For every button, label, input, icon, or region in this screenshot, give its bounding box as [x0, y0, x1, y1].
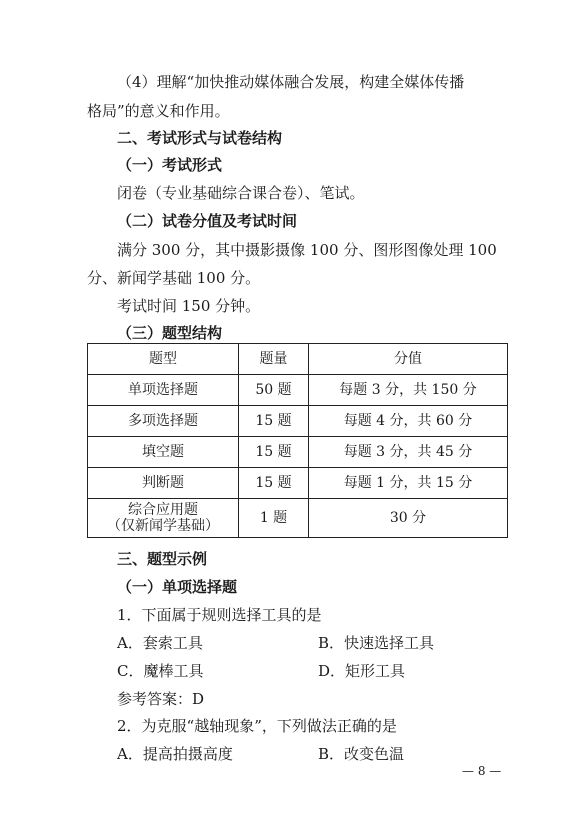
table-cell-score: 每题 1 分，共 15 分	[309, 468, 508, 499]
table-cell-type: 填空题	[88, 437, 239, 468]
table-cell-type-line-1: 综合应用题	[128, 502, 198, 518]
intro-line-2: 格局”的意义和作用。	[87, 102, 230, 120]
table-cell-score: 每题 3 分，共 150 分	[309, 375, 508, 406]
exam-time-text: 考试时间 150 分钟。	[117, 297, 261, 315]
table-row	[88, 437, 508, 468]
question-1-stem: 1．下面属于规则选择工具的是	[117, 606, 322, 624]
question-1-option-d: D．矩形工具	[318, 662, 406, 680]
table-cell-type: 多项选择题	[88, 406, 239, 437]
table-header-cell: 题型	[88, 344, 239, 375]
section-2-title: 二、考试形式与试卷结构	[117, 129, 283, 147]
question-2-option-a: A．提高拍摄高度	[117, 745, 233, 763]
subsection-single-choice-title: （一）单项选择题	[117, 578, 238, 596]
question-2-option-b: B．改变色温	[318, 745, 405, 763]
table-cell-score: 每题 4 分，共 60 分	[309, 406, 508, 437]
table-cell-score: 每题 3 分，共 45 分	[309, 437, 508, 468]
question-1-option-c: C．魔棒工具	[117, 662, 204, 680]
table-cell-count: 1 题	[239, 499, 309, 538]
table-cell-count: 15 题	[239, 437, 309, 468]
question-structure-table	[87, 343, 508, 538]
table-row	[88, 406, 508, 437]
table-cell-count: 15 题	[239, 468, 309, 499]
table-cell-type: 单项选择题	[88, 375, 239, 406]
subsection-exam-form-title: （一）考试形式	[117, 156, 223, 174]
table-row	[88, 375, 508, 406]
score-text-line-1: 满分 300 分，其中摄影摄像 100 分、图形图像处理 100	[117, 241, 497, 259]
table-cell-type: 判断题	[88, 468, 239, 499]
exam-form-text: 闭卷（专业基础综合课合卷）、笔试。	[117, 184, 365, 202]
table-row	[88, 499, 508, 538]
table-row	[88, 468, 508, 499]
page-number: — 8 —	[462, 764, 502, 778]
question-2-stem: 2．为克服“越轴现象”，下列做法正确的是	[117, 717, 397, 735]
table-cell-score: 30 分	[309, 499, 508, 538]
section-3-title: 三、题型示例	[117, 550, 208, 568]
table-cell-count: 15 题	[239, 406, 309, 437]
question-1-answer: 参考答案：D	[117, 690, 205, 708]
table-cell-type	[88, 499, 239, 538]
intro-line-1: （4）理解“加快推动媒体融合发展，构建全媒体传播	[117, 73, 465, 91]
table-header-row	[88, 344, 508, 375]
question-1-option-a: A．套索工具	[117, 634, 203, 652]
question-1-option-b: B．快速选择工具	[318, 634, 435, 652]
score-text-line-2: 分、新闻学基础 100 分。	[87, 269, 261, 287]
table-header-cell: 题量	[239, 344, 309, 375]
table-cell-type-line-2: （仅新闻学基础）	[107, 518, 219, 534]
subsection-question-structure-title: （三）题型结构	[117, 324, 223, 342]
table-cell-count: 50 题	[239, 375, 309, 406]
subsection-score-time-title: （二）试卷分值及考试时间	[117, 212, 298, 230]
table-header-cell: 分值	[309, 344, 508, 375]
